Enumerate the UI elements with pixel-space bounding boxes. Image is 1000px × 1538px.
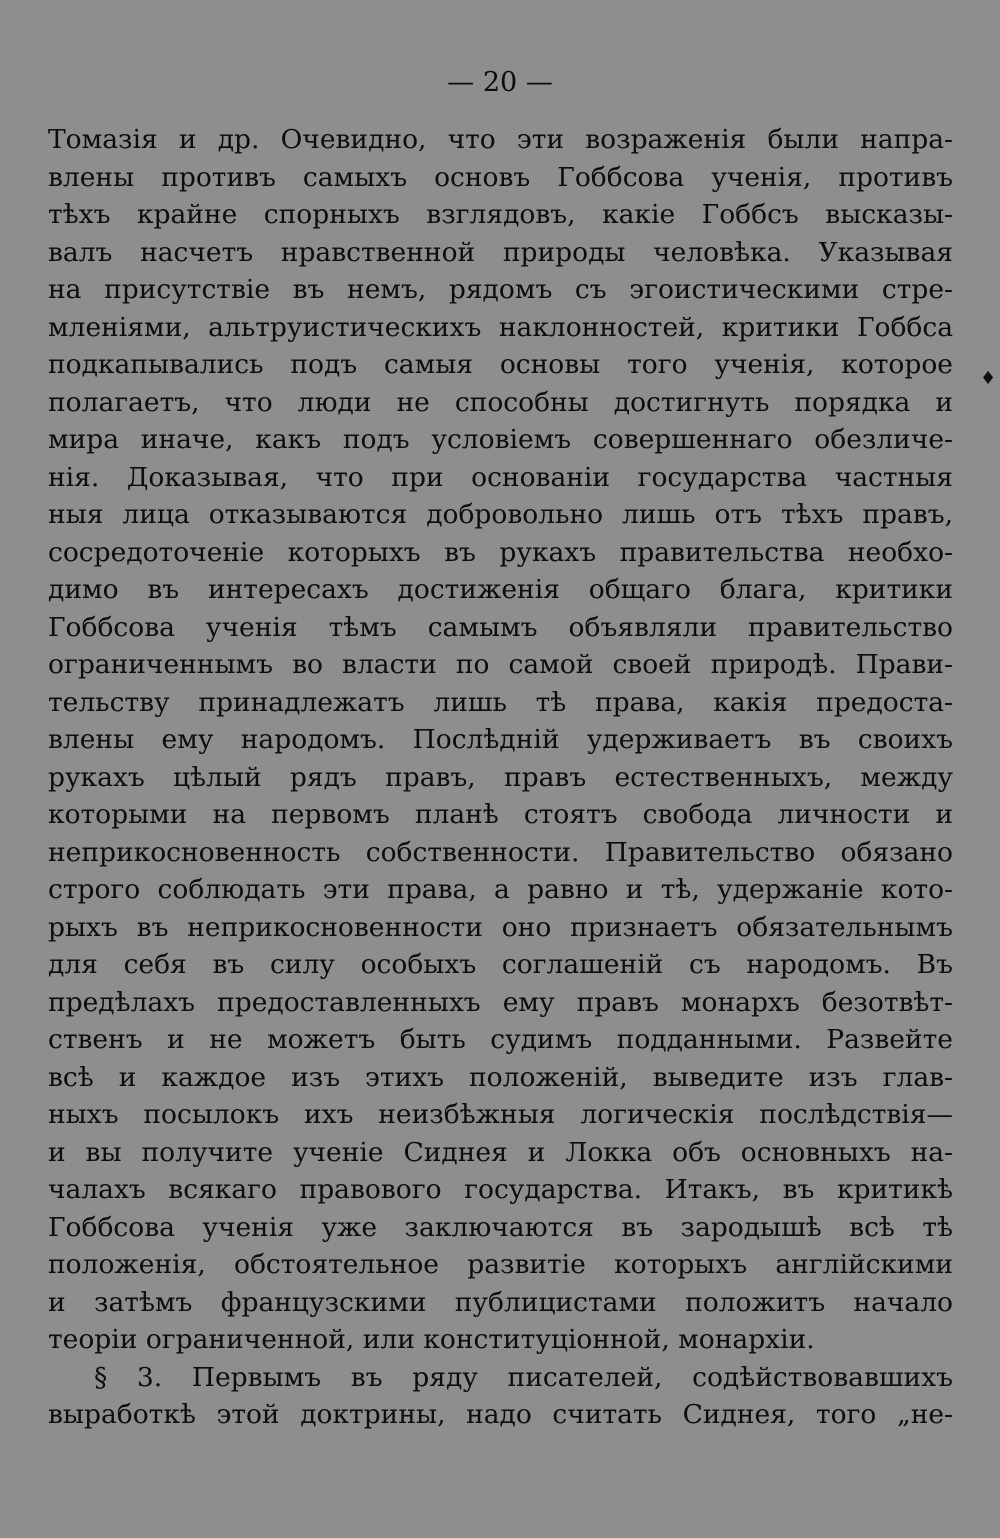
text-line: предѣлахъ предоставленныхъ ему правъ монархъ безотвѣт- xyxy=(48,986,953,1018)
text-line: влены ему народомъ. Послѣдній удерживаетъ въ своихъ xyxy=(48,724,953,755)
text-line: нія. Доказывая, что при основаніи государства частныя xyxy=(48,461,953,493)
text-line: подкапывались подъ самыя основы того ученія, которое xyxy=(48,349,953,380)
text-line: мира иначе, какъ подъ условіемъ совершеннаго обезличе- xyxy=(48,424,953,455)
text-line: влены противъ самыхъ основъ Гоббсова ученія, противъ xyxy=(48,161,953,193)
text-line: для себя въ силу особыхъ соглашеній съ народомъ. Въ xyxy=(48,949,953,980)
text-line: положенія, обстоятельное развитіе которыхъ англійскими xyxy=(48,1249,953,1280)
ink-speck-mark: ♦ xyxy=(980,368,997,389)
text-line: ограниченнымъ во власти по самой своей природѣ. Прави- xyxy=(48,649,953,680)
text-line: Томазія и др. Очевидно, что эти возраженія были напра- xyxy=(48,124,953,155)
body-text xyxy=(48,121,953,1434)
text-line: ныхъ посылокъ ихъ неизбѣжныя логическія послѣдствія— xyxy=(48,1099,953,1130)
text-line: ныя лица отказываются добровольно лишь отъ тѣхъ правъ, xyxy=(48,499,953,530)
text-line: и затѣмъ французскими публицистами положитъ начало xyxy=(48,1286,953,1318)
text-line: которыми на первомъ планѣ стоятъ свобода личности и xyxy=(48,799,953,830)
text-line: выработкѣ этой доктрины, надо считать Сиднея, того „не- xyxy=(48,1399,953,1430)
text-line: строго соблюдать эти права, а равно и тѣ, удержаніе кото- xyxy=(48,874,953,905)
section-heading-line: § 3. Первымъ въ ряду писателей, содѣйствовавшихъ xyxy=(94,1361,953,1393)
paragraph-end-line: теоріи ограниченной, или конституціонной, монархіи. xyxy=(48,1324,815,1355)
text-line: рукахъ цѣлый рядъ правъ, правъ естественныхъ, между xyxy=(48,761,953,793)
text-line: рыхъ въ неприкосновенности оно признаетъ обязательнымъ xyxy=(48,911,953,943)
text-line: Гоббсова ученія тѣмъ самымъ объявляли правительство xyxy=(48,611,953,643)
text-line: тѣхъ крайне спорныхъ взглядовъ, какіе Гоббсъ высказы- xyxy=(48,199,953,230)
text-line: валъ насчетъ нравственной природы человѣка. Указывая xyxy=(48,236,953,268)
text-line: и вы получите ученіе Сиднея и Локка объ основныхъ на- xyxy=(48,1136,953,1168)
text-line: полагаетъ, что люди не способны достигнуть порядка и xyxy=(48,386,953,418)
text-line: мленіями, альтруистическихъ наклонностей, критики Гоббса xyxy=(48,311,953,343)
page-number: — 20 — xyxy=(447,67,553,98)
text-line: тельству принадлежатъ лишь тѣ права, какія предоста- xyxy=(48,686,953,718)
text-line: на присутствіе въ немъ, рядомъ съ эгоистическими стре- xyxy=(48,274,953,305)
text-line: всѣ и каждое изъ этихъ положеній, выведите изъ глав- xyxy=(48,1061,953,1093)
text-line: чалахъ всякаго правового государства. Итакъ, въ критикѣ xyxy=(48,1174,953,1205)
text-line: Гоббсова ученія уже заключаются въ зародышѣ всѣ тѣ xyxy=(48,1211,953,1243)
text-line: ственъ и не можетъ быть судимъ подданными. Развейте xyxy=(48,1024,953,1055)
text-line: сосредоточеніе которыхъ въ рукахъ правительства необхо- xyxy=(48,536,953,568)
text-line: димо въ интересахъ достиженія общаго блага, критики xyxy=(48,574,953,605)
text-line: неприкосновенность собственности. Правительство обязано xyxy=(48,836,953,868)
